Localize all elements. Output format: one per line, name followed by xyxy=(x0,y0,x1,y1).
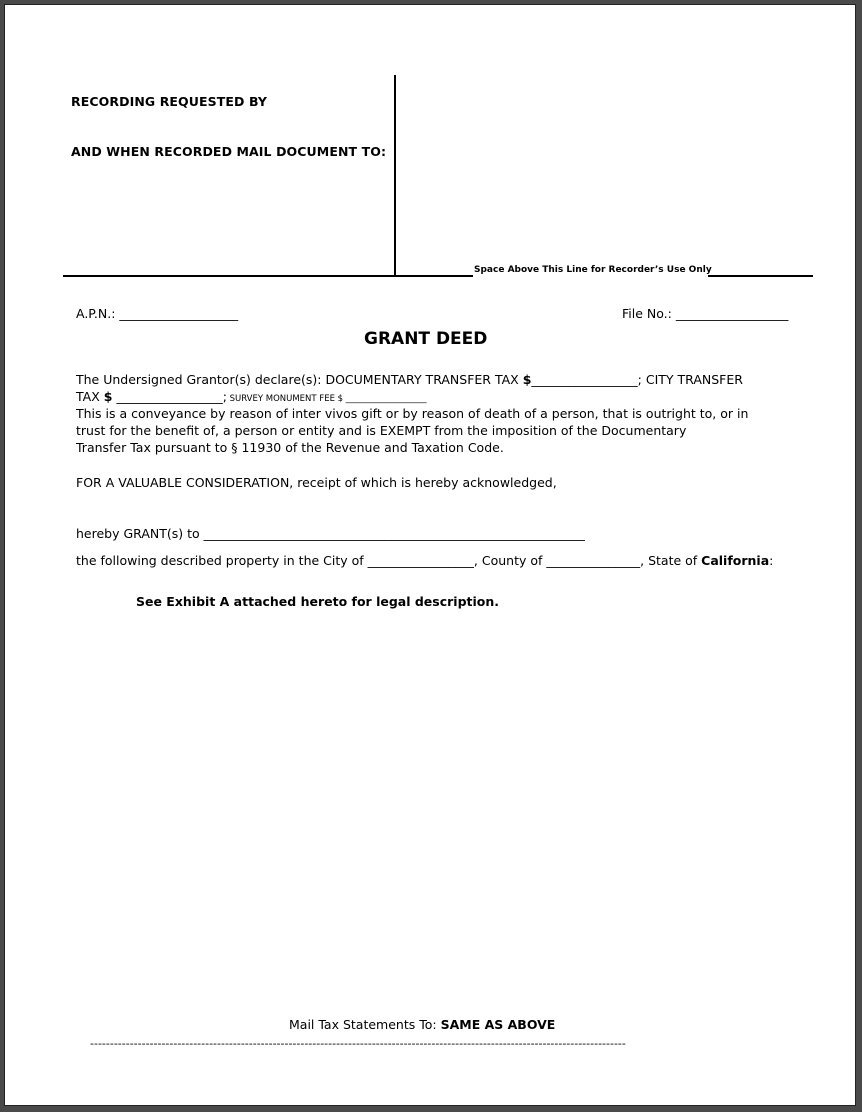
colon: : xyxy=(769,553,774,568)
file-no-label: File No.: xyxy=(622,306,672,321)
recording-requested-label: RECORDING REQUESTED BY xyxy=(71,94,268,109)
grant-label: hereby GRANT(s) to xyxy=(76,526,204,541)
document-title: GRANT DEED xyxy=(364,329,488,349)
exhibit-note: See Exhibit A attached hereto for legal description. xyxy=(136,594,500,609)
apn-blank: ___________________ xyxy=(119,306,239,321)
survey-monument-fee: SURVEY MONUMENT FEE $ ___________________ xyxy=(226,394,427,404)
recorder-line-left xyxy=(63,275,473,277)
mail-document-label: AND WHEN RECORDED MAIL DOCUMENT TO: xyxy=(71,144,387,159)
grant-line xyxy=(76,525,585,542)
mail-tax-statements xyxy=(289,1016,555,1033)
transfer-tax-blank: _________________ xyxy=(531,372,638,387)
dashed-divider: --------------------------------------------------------------------------------------------------------------------------------------- xyxy=(90,1037,626,1050)
property-prefix: the following described property in the City of xyxy=(76,553,368,568)
state-label: , State of xyxy=(640,553,702,568)
recorder-line-right xyxy=(708,275,813,277)
declaration-line-1 xyxy=(76,371,743,388)
dollar-sign: $ xyxy=(103,389,113,404)
declaration-line-3: This is a conveyance by reason of inter vivos gift or by reason of death of a person, that is outright to, or in xyxy=(76,406,749,421)
property-line xyxy=(76,552,773,569)
grant-deed-page xyxy=(4,4,856,1106)
recorder-use-note: Space Above This Line for Recorder’s Use Only xyxy=(474,265,712,275)
county-blank: _______________ xyxy=(546,553,641,568)
grantee-blank: _____________________________________________________________ xyxy=(203,526,585,541)
recorder-divider-vertical xyxy=(394,75,396,277)
mail-tax-value: SAME AS ABOVE xyxy=(440,1017,556,1032)
consideration-text: FOR A VALUABLE CONSIDERATION, receipt of which is hereby acknowledged, xyxy=(76,475,557,490)
city-tax-blank: _________________; xyxy=(112,389,227,404)
state-value: California xyxy=(701,553,770,568)
declaration-line-4: trust for the benefit of, a person or entity and is EXEMPT from the imposition of the Documentary xyxy=(76,423,687,438)
apn-field xyxy=(76,305,238,322)
mail-tax-label: Mail Tax Statements To: xyxy=(289,1017,441,1032)
file-no-field xyxy=(622,305,788,322)
dollar-sign: $ xyxy=(522,372,532,387)
transfer-tax-text: The Undersigned Grantor(s) declare(s): DOCUMENTARY TRANSFER TAX xyxy=(76,372,523,387)
city-transfer-text: ; CITY TRANSFER xyxy=(637,372,743,387)
city-blank: _________________ xyxy=(367,553,474,568)
county-label: , County of xyxy=(473,553,547,568)
declaration-line-5: Transfer Tax pursuant to § 11930 of the Revenue and Taxation Code. xyxy=(76,440,504,455)
tax-text: TAX xyxy=(76,389,104,404)
file-no-blank: __________________ xyxy=(675,306,789,321)
apn-label: A.P.N.: xyxy=(76,306,116,321)
